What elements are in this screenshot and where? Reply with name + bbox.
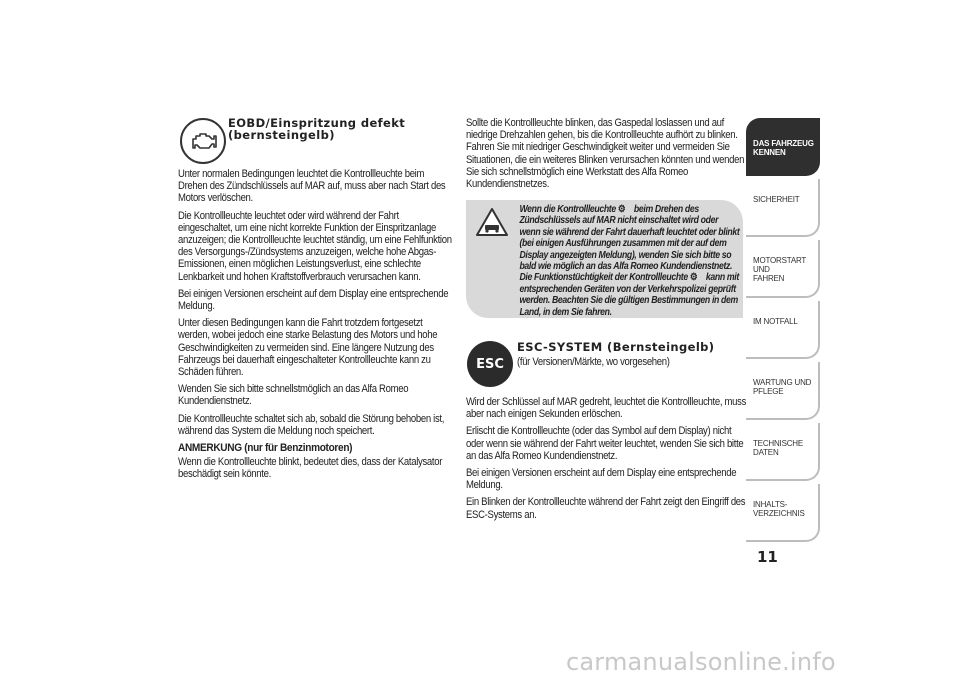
tab-label: IM NOTFALL — [753, 317, 798, 326]
paragraph: Bei einigen Versionen erscheint auf dem Display eine entsprechende Meldung. — [178, 287, 449, 313]
warning-text-b: beim Drehen des Zündschlüssels auf MAR nicht einschaltet wird oder wenn sie während der Fahrt dauerhaft leuchtet oder blinkt (bei einigen Ausführungen zusammen mit der auf dem Display angezeigten Meldung), wenden Sie sich bitte so bald wie möglich an das Alfa Romeo Kundendienstnetz. Die Funktionstüchtigkeit der Kontrollleuchte — [519, 204, 740, 284]
tab-label: TECHNISCHE DATEN — [753, 439, 804, 458]
esc-sub: (für Versionen/Märkte, wo vorgesehen) — [517, 356, 670, 368]
tab-das-fahrzeug-kennen[interactable] — [746, 118, 820, 176]
paragraph: Unter diesen Bedingungen kann die Fahrt trotzdem fortgesetzt werden, wobei jedoch eine starke Belastung des Motors und hohe Geschwindigkeiten zu vermeiden sind. Eine längere Nutzung des Fahrzeugs bei dauerhaft eingeschalteter Kontrollleuchte kann zu Schäden führen. — [178, 317, 438, 379]
tab-label: FAHREN — [753, 274, 785, 284]
paragraph: Erlischt die Kontrollleuchte (oder das Symbol auf dem Display) nicht oder wenn sie während der Fahrt weiter leuchtet, wenden Sie sich bitte an das Alfa Romeo Kundendienstnetz. — [466, 425, 744, 462]
tab-label: MOTORSTART UND — [753, 256, 806, 275]
esc-paragraphs — [466, 396, 778, 526]
esc-icon — [467, 341, 513, 387]
esc-heading: ESC-SYSTEM (Bernsteingelb) — [517, 340, 715, 354]
tab-label: WARTUNG UND — [753, 378, 812, 387]
eobd-heading — [228, 117, 405, 141]
tab-inhaltsverzeichnis[interactable] — [746, 484, 820, 542]
engine-check-icon: ⚙ — [617, 204, 626, 215]
right-column-intro — [466, 117, 778, 195]
paragraph: Ein Blinken der Kontrollleuchte während der Fahrt zeigt den Eingriff des ESC-Systems an. — [466, 496, 746, 521]
watermark: carmanualsonline.info — [566, 648, 836, 676]
note-heading: ANMERKUNG (nur für Benzinmotoren) — [178, 442, 353, 455]
tab-sicherheit[interactable] — [746, 179, 820, 237]
tab-label: KENNEN — [753, 148, 786, 158]
tab-technische-daten[interactable] — [746, 423, 820, 481]
intro-paragraph: Sollte die Kontrollleuchte blinken, das Gaspedal loslassen und auf niedrige Drehzahlen gehen, bis die Kontrollleuchte aufhört zu blinken. Fahren Sie mit niedriger Geschwindigkeit weiter und vermeiden Sie Situationen, die ein weiteres Blinken verursachen könnten und wenden Sie sich schnellstmöglich eine Werkstatt des Alfa Romeo Kundendienstnetzes. — [466, 117, 745, 191]
eobd-heading-line1: EOBD/Einspritzung defekt — [228, 116, 406, 130]
eobd-heading-line2: (bernsteingelb) — [228, 128, 335, 142]
engine-check-icon — [180, 118, 226, 164]
tab-wartung-und-pflege[interactable] — [746, 362, 820, 420]
left-column — [178, 168, 483, 486]
paragraph: Unter normalen Bedingungen leuchtet die Kontrollleuchte beim Drehen des Zündschlüssels auf MAR auf, muss aber nach Start des Motors verlöschen. — [178, 168, 446, 205]
tab-label: PFLEGE — [753, 387, 784, 397]
engine-check-icon: ⚙ — [689, 272, 698, 284]
chapter-sidebar — [746, 118, 820, 545]
paragraph: Wenden Sie sich bitte schnellstmöglich an das Alfa Romeo Kundendienstnetz. — [178, 383, 409, 408]
esc-badge-label: ESC — [476, 356, 504, 372]
warning-text-a: Wenn die Kontrollleuchte — [519, 204, 616, 215]
page-number: 11 — [757, 548, 778, 566]
paragraph: Wird der Schlüssel auf MAR gedreht, leuchtet die Kontrollleuchte, muss aber nach einigen Sekunden erlöschen. — [466, 396, 747, 421]
tab-label: SICHERHEIT — [753, 195, 800, 204]
warning-text-c: kann mit entsprechenden Geräten von der Verkehrspolizei geprüft werden. Beachten Sie die gültigen Bestimmungen in dem Land, in dem Sie fahren. — [519, 272, 739, 318]
warning-text — [469, 204, 740, 318]
tab-label: VERZEICHNIS — [753, 509, 805, 519]
tab-label: INHALTS- — [753, 500, 788, 509]
paragraph: Die Kontrollleuchte schaltet sich ab, sobald die Störung behoben ist, während das System die Meldung noch speichert. — [178, 412, 445, 437]
paragraph: Bei einigen Versionen erscheint auf dem Display eine entsprechende Meldung. — [466, 467, 737, 492]
paragraph: Die Kontrollleuchte leuchtet oder wird während der Fahrt eingeschaltet, um eine nicht korrekte Funktion der Einspritzanlage anzuzeigen; die Kontrollleuchte leuchtet ständig, um eine Fehlfunktion des Versorgungs-/Zündsystems anzuzeigen, welche hohe Abgas-Emissionen, einen möglichen Leistungsverlust, eine schlechte Lenkbarkeit und hohen Kraftstoffverbrauch verursachen kann. — [178, 209, 452, 283]
tab-im-notfall[interactable] — [746, 301, 820, 359]
tab-motorstart-und-fahren[interactable] — [746, 240, 820, 298]
tab-label: DAS FAHRZEUG — [753, 139, 814, 148]
note-text: Wenn die Kontrollleuchte blinkt, bedeutet dies, dass der Katalysator beschädigt sein könnte. — [178, 456, 443, 481]
